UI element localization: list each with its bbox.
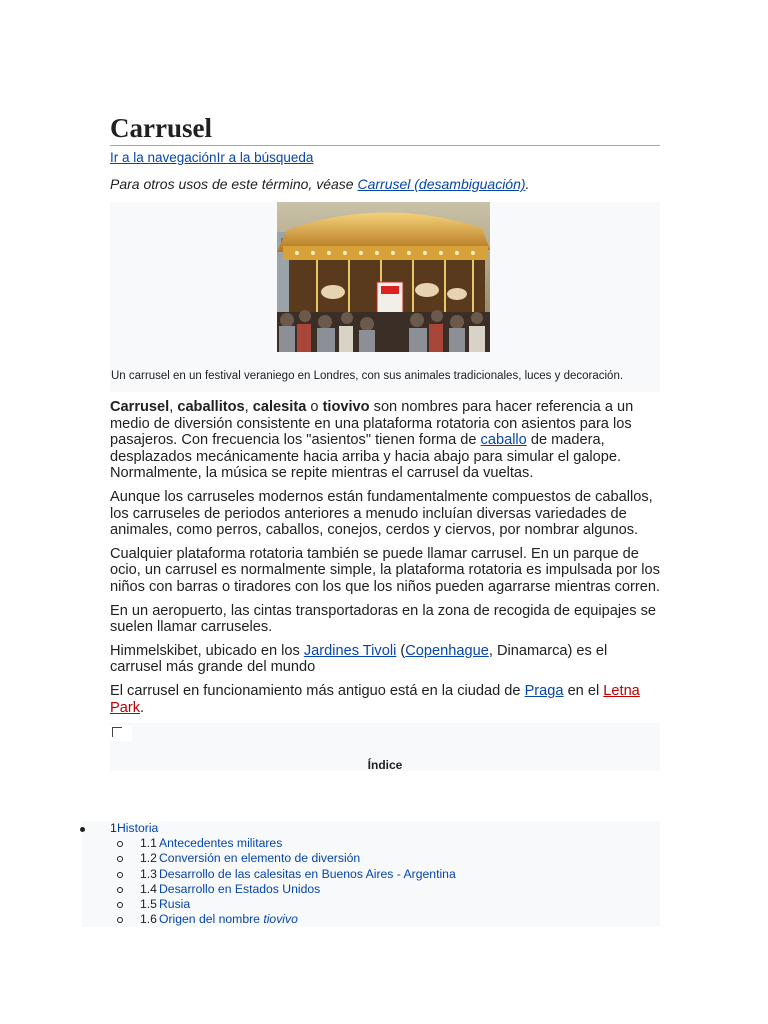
toc-number: 1.3 (140, 866, 157, 881)
toc-item[interactable] (82, 867, 660, 882)
toc-number: 1.1 (140, 836, 157, 851)
paragraph-platform: Cualquier plataforma rotatoria también se puede llamar carrusel. En un parque de ocio, un carrusel es normalmente simple, la plataforma rotatoria es impulsada por los niños con barras o tiradores con los que los niños pueden agarrarse mientras corren. (110, 545, 661, 595)
toc-link-text: Origen del nombre (159, 912, 264, 927)
toc-number: 1.5 (140, 896, 157, 911)
toc-link[interactable]: Desarrollo en Estados Unidos (159, 881, 321, 896)
paragraph-airport: En un aeropuerto, las cintas transportadoras en la zona de recogida de equipajes se suelen llamar carruseles. (110, 602, 657, 636)
text-sep: o (306, 399, 323, 415)
carousel-photo[interactable] (277, 202, 490, 352)
article (110, 112, 660, 771)
hatnote-suffix: . (525, 176, 530, 192)
praga-link[interactable]: Praga (524, 682, 564, 699)
term-tiovivo: tiovivo (322, 399, 370, 415)
circle-bullet-icon (117, 872, 123, 878)
toc-list (82, 821, 660, 927)
paragraph-text: Himmelskibet, ubicado en los (110, 642, 304, 659)
paragraph-himmelskibet (110, 643, 660, 676)
paragraph-animals: Aunque los carruseles modernos están fundamentalmente compuestos de caballos, los carruseles de periodos anteriores a menudo incluían diversas variedades de animales, como perros, caballos, conejos, cerdos y ciervos, por nombrar algunos. (110, 488, 653, 539)
toc-item[interactable] (82, 882, 660, 897)
toc-link-italic: tiovivo (263, 912, 298, 927)
toc-link[interactable]: Desarrollo de las calesitas en Buenos Aires - Argentina (159, 866, 456, 881)
paragraph-text: de madera, desplazados mecánicamente hacia arriba y hacia abajo para simular el galope. Normalmente, la música se repite mientras el carrusel da vueltas. (110, 432, 622, 482)
paragraph-text: El carrusel en funcionamiento más antiguo está en la ciudad de (110, 682, 525, 699)
jump-to-search-link[interactable]: Ir a la búsqueda (216, 150, 314, 165)
paragraph-oldest (110, 683, 660, 716)
figure-caption: Un carrusel en un festival veraniego en Londres, con sus animales tradicionales, luces y decoración. (111, 370, 624, 382)
toc-toggle-checkbox[interactable] (110, 725, 132, 741)
paragraph-text: . (140, 699, 145, 716)
toc-number: 1 (110, 821, 117, 835)
article-body (110, 399, 660, 716)
toc-title: Índice (367, 758, 403, 773)
toc-link[interactable]: Conversión en elemento de diversión (159, 851, 361, 866)
page-title: Carrusel (110, 112, 660, 146)
circle-bullet-icon (117, 856, 123, 862)
paragraph-text: ( (396, 642, 406, 659)
circle-bullet-icon (117, 902, 123, 908)
checkbox-icon (112, 727, 122, 737)
toc-item[interactable] (82, 851, 660, 866)
toc-item[interactable] (82, 836, 660, 851)
jump-to-navigation-link[interactable]: Ir a la navegación (110, 150, 217, 165)
toc-link[interactable]: Historia (117, 821, 159, 835)
toc-item[interactable] (82, 912, 660, 927)
paragraph-text: son nombres para hacer referencia a un medio de diversión consistente en una plataforma rotatoria con asientos para los pasajeros. Con frecuencia los "asientos" tienen forma de (110, 399, 634, 449)
toc-link[interactable] (159, 912, 298, 927)
term-calesita: calesita (252, 399, 307, 415)
carousel-photo-icon (277, 202, 490, 352)
text-sep: , (169, 399, 178, 415)
copenhague-link[interactable]: Copenhague (405, 642, 489, 659)
circle-bullet-icon (117, 841, 123, 847)
circle-bullet-icon (117, 887, 123, 893)
toc-header (110, 723, 660, 771)
term-caballitos: caballitos (177, 399, 245, 415)
term-carrusel: Carrusel (110, 399, 170, 415)
jump-links (110, 149, 660, 166)
hatnote-prefix: Para otros usos de este término, véase (110, 176, 358, 192)
infobox-figure (110, 202, 660, 392)
toc-number: 1.6 (140, 912, 157, 927)
letna-park-link[interactable]: Letna Park (110, 682, 640, 716)
jardines-tivoli-link[interactable]: Jardines Tivoli (303, 642, 397, 659)
hatnote (110, 175, 660, 193)
text-sep: , (244, 399, 253, 415)
toc-number: 1.2 (140, 851, 157, 866)
paragraph-intro (110, 399, 660, 482)
toc-item[interactable] (82, 821, 660, 836)
toc-link[interactable]: Antecedentes militares (159, 836, 283, 851)
circle-bullet-icon (117, 917, 123, 923)
toc-number: 1.4 (140, 881, 157, 896)
caballo-link[interactable]: caballo (480, 432, 527, 449)
paragraph-text: en el (563, 682, 604, 699)
disambiguation-link[interactable]: Carrusel (desambiguación) (357, 176, 526, 192)
paragraph-text: , Dinamarca) es el carrusel más grande del mundo (110, 642, 608, 676)
bullet-icon (80, 827, 85, 832)
toc-link[interactable]: Rusia (159, 896, 191, 911)
toc-item[interactable] (82, 897, 660, 912)
